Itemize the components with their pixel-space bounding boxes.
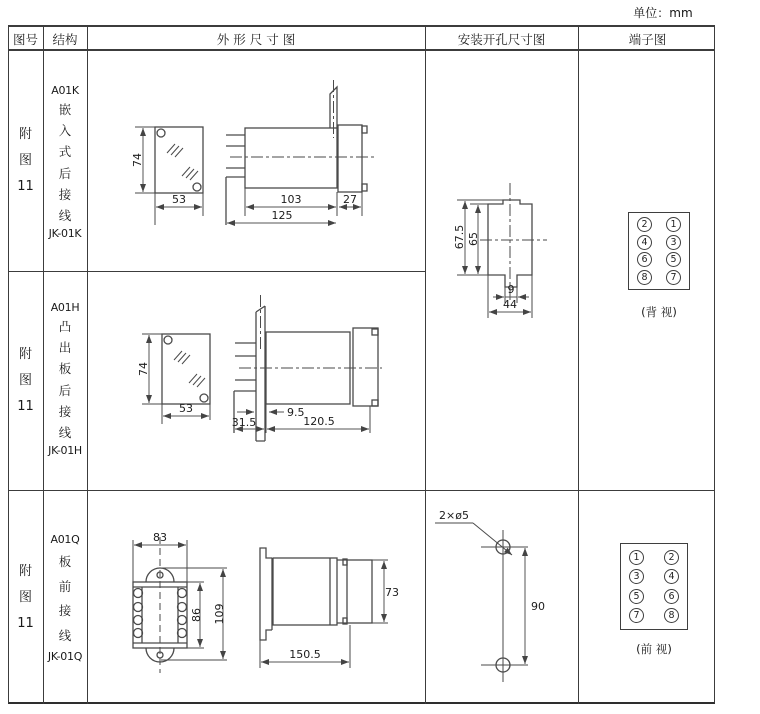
leader-line [473,523,512,555]
dimension-lines [143,128,361,223]
outline-drawing-a01h [87,271,425,490]
front-view [142,334,210,424]
crosshair-lines [481,530,528,682]
front-view [135,127,203,225]
code-label: JK-01Q [47,649,83,663]
fig-no-row3: 附 图 11 [17,564,34,631]
dim-height: 74 [131,153,144,167]
terminal-7: 7 [629,608,644,623]
dimension-lines [465,201,531,312]
terminal-diagram-front [620,543,688,630]
terminal-8: 8 [637,270,652,285]
code-label: JK-01K [48,226,82,240]
code-label: JK-01H [48,443,82,457]
dim-cutout-outer-height: 67.5 [453,224,466,250]
header-mounting: 安装开孔尺寸图 [457,32,546,47]
dim-cutout-notch: 9 [507,283,515,296]
side-view [260,548,388,668]
dim-body-length: 120.5 [303,415,335,428]
dim-cutout-width: 44 [503,298,517,311]
dim-front-depth: 31.5 [231,416,257,429]
structure-row1: A01K 嵌 入 式 后 接 线 JK-01K [48,84,82,240]
front-view [133,540,227,662]
header-outline: 外 形 尺 寸 图 [216,32,296,47]
terminal-4: 4 [637,235,652,250]
dim-flange: 27 [343,193,357,206]
terminal-1: 1 [629,550,644,565]
unit-label: 单位：mm [633,6,693,20]
fig-no-row1: 附 图 11 [17,127,34,194]
outline-drawing-a01q [87,490,425,706]
dim-outer-height: 109 [213,603,226,625]
terminal-3: 3 [629,569,644,584]
dim-cutout-inner-height: 65 [467,232,480,246]
terminal-6: 6 [637,252,652,267]
front-view-label: (前 视) [636,642,672,656]
terminal-2: 2 [664,550,679,565]
terminal-5: 5 [629,589,644,604]
dim-inner-height: 86 [190,608,203,622]
mounting-cutout-drawing [425,50,578,490]
model-label: A01Q [50,533,80,546]
glass-hatch [167,144,183,157]
model-label: A01K [51,84,79,97]
terminal-1: 1 [666,217,681,232]
terminal-8: 8 [664,608,679,623]
mounting-holes-drawing [425,490,578,706]
terminal-3: 3 [666,235,681,250]
terminal-4: 4 [664,569,679,584]
mounting-bracket [260,548,272,640]
dim-width: 53 [172,193,186,206]
extension-lines [457,200,532,318]
outline-drawing-a01k [87,50,425,271]
header-fig-no: 图号 [12,32,38,47]
dim-hole-spacing: 90 [531,600,545,613]
dim-height: 74 [137,362,150,376]
dim-top-width: 83 [153,531,167,544]
model-label: A01H [50,301,80,314]
dim-total-length: 125 [271,209,293,222]
terminal-pins [226,135,245,225]
glass-hatch [182,167,198,180]
terminal-diagram-back [628,212,690,290]
terminal-2: 2 [637,217,652,232]
fig-no-row2: 附 图 11 [17,347,34,414]
dim-body-length: 103 [280,193,302,206]
centerlines [230,80,377,157]
dim-gap: 9.5 [287,406,305,419]
col-divider-4 [578,25,579,704]
terminal-7: 7 [666,270,681,285]
structure-row3: A01Q 板 前 接 线 JK-01Q [47,533,83,663]
terminal-5: 5 [666,252,681,267]
dim-total-length: 150.5 [289,648,321,661]
terminal-6: 6 [664,589,679,604]
header-structure: 结构 [52,32,78,47]
structure-row2: A01H 凸 出 板 后 接 线 JK-01H [48,301,82,457]
back-view-label: (背 视) [641,305,677,319]
header-terminal: 端子图 [628,32,667,47]
dim-width: 53 [179,402,193,415]
glass-hatch [189,374,205,387]
glass-hatch [174,351,190,364]
hole-size-label: 2×ø5 [439,509,469,522]
dim-side-height: 73 [385,586,399,599]
